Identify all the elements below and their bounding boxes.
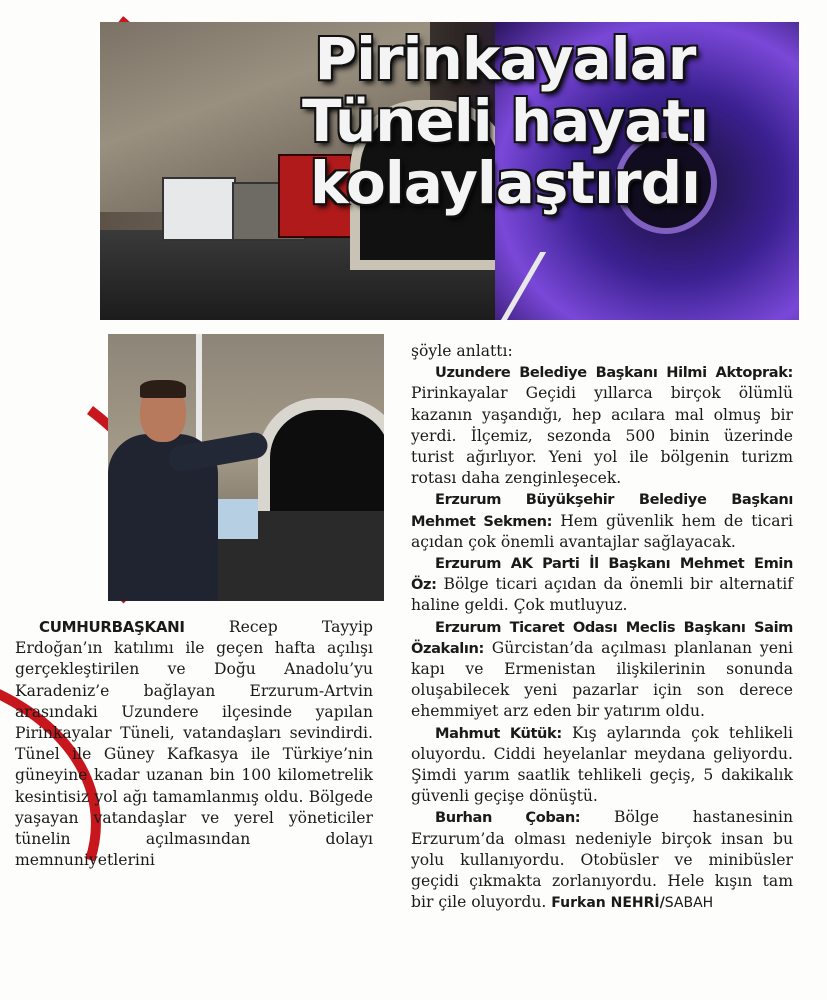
quote-paragraph (411, 807, 793, 914)
man-hair (140, 380, 186, 398)
quote-text: Hem güvenlik hem de ticari açıdan çok önemli avantajlar sağlayacak. (411, 511, 793, 551)
byline-separator: / (659, 895, 665, 912)
lead-word: CUMHURBAŞKANI (39, 618, 185, 636)
quote-paragraph (411, 617, 793, 723)
quote-paragraph (411, 362, 793, 489)
byline-publication: SABAH (664, 895, 714, 912)
quote-text: Bölge ticari açıdan da önemli bir alternatif haline geldi. Çok mutluyuz. (411, 575, 793, 615)
quote-speaker: Burhan Çoban: (435, 809, 581, 827)
quote-speaker: Erzurum AK Parti İl Başkanı Mehmet Emin Öz: (411, 555, 793, 594)
quote-text: Gürcistan’da açılması planlanan yeni kapı ve Ermenistan ilişkilerinin sonunda oluşabilecek yeni pazarlar için son derece ehemmiyet arz eden bir yatırım oldu. (411, 638, 793, 721)
quote-text: Bölge hastanesinin Erzurum’da olması nedeniyle birçok insan bu yolu kullanıyordu. Otobüsler ve minibüsler geçidi çıkmakta zorlanıyordu. Hele kışın tam bir çile oluyordu. (411, 808, 793, 912)
white-truck (162, 177, 236, 241)
quote-paragraph (411, 553, 793, 617)
byline-author: Furkan NEHRİ (551, 895, 660, 912)
quote-speaker: Mahmut Kütük: (435, 724, 562, 742)
continuation: şöyle anlattı: (411, 342, 513, 360)
quote-text: Pirinkayalar Geçidi yıllarca birçok ölümlü kazanın yaşandığı, hep acılara mal olmuş bir yerdi. İlçemiz, sezonda 500 binin üzerinde turist ağırlıyor. Yeni yol ile bölgenin turizm rotası daha zenginleşecek. (411, 384, 793, 488)
quote-paragraph (411, 489, 793, 553)
intro-paragraph (15, 617, 373, 871)
headline: Pirinkayalar Tüneli hayatı kolaylaştırdı (301, 25, 709, 217)
article-body-right (411, 341, 793, 914)
quote-text: Kış aylarında çok tehlikeli oluyordu. Ciddi heyelanlar meydana geliyordu. Şimdi yarım saatlik tehlikeli geçiş, 5 dakikalık güvenli geçişe dönüştü. (411, 723, 793, 806)
quote-speaker: Uzundere Belediye Başkanı Hilmi Aktoprak: (435, 364, 793, 382)
quote-speaker: Erzurum Ticaret Odası Meclis Başkanı Saim Özakalın: (411, 618, 793, 657)
article-body-left (15, 617, 373, 871)
quote-speaker: Erzurum Büyükşehir Belediye Başkanı Mehmet Sekmen: (411, 491, 793, 530)
quote-paragraph (411, 723, 793, 808)
photo-man-at-tunnel (108, 334, 384, 601)
intro-text: Recep Tayyip Erdoğan’ın katılımı ile geçen hafta açılışı gerçekleştirilen ve Doğu Anadolu’yu Karadeniz’e bağlayan Erzurum-Artvin arasındaki Uzundere ilçesinde yapılan Pirinkayalar Tüneli, vatandaşları sevindirdi. Tünel ile Güney Kafkasya ile Türkiye’nin güneyine kadar uzanan bin 100 kilometrelik kesintisiz yol ağı tamamlanmış oldu. Bölgede yaşayan vatandaşlar ve yerel yöneticiler tünelin açılmasından dolayı memnuniyetlerini (15, 618, 373, 870)
light-pole (196, 334, 202, 444)
